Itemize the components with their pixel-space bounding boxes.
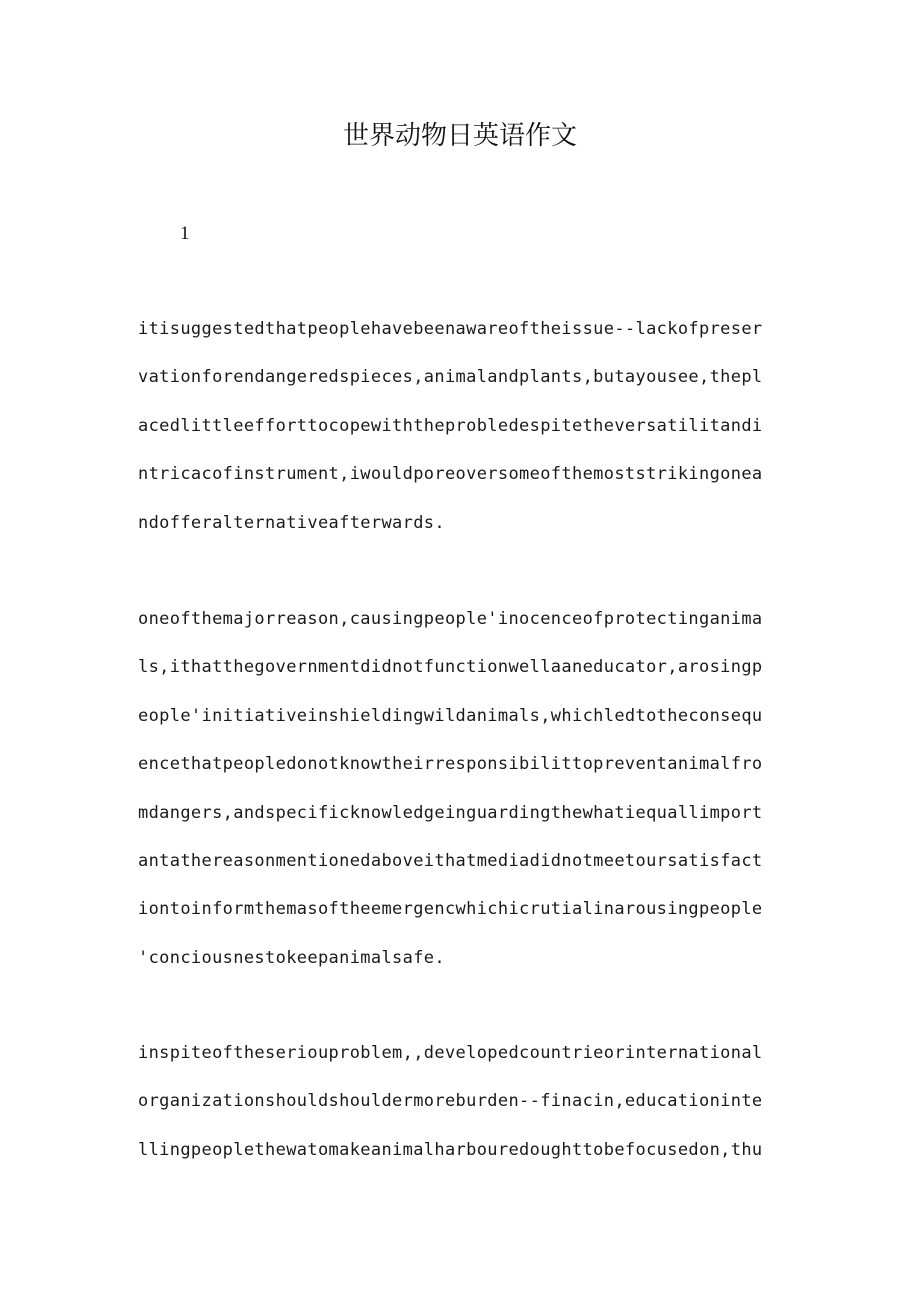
paragraph-line: llingpeoplethewatomakeanimalharbouredoughttobefocusedon,thu — [138, 1139, 763, 1160]
document-title: 世界动物日英语作文 — [342, 121, 577, 151]
paragraph-line: eople'initiativeinshieldingwildanimals,whichledtotheconsequ — [138, 705, 763, 726]
paragraph-2 — [138, 595, 780, 982]
section-number: 1 — [180, 223, 190, 244]
paragraph-line: 'conciousnestokeepanimalsafe. — [138, 947, 445, 968]
paragraph-line: inspiteoftheseriouproblem,,developedcountrieorinternational — [138, 1043, 763, 1063]
paragraph-line: organizationshouldshouldermoreburden--finacin,educationinte — [138, 1091, 763, 1112]
paragraph-line: ntricacofinstrument,iwouldporeoversomeofthemoststrikingonea — [138, 464, 763, 485]
paragraph-line: vationforendangeredspieces,animalandplants,butayousee,thepl — [138, 367, 763, 388]
paragraph-line: iontoinformthemasoftheemergencwhichicrutialinarousingpeople — [138, 899, 763, 920]
paragraph-line: ls,ithatthegovernmentdidnotfunctionwellaaneducator,arosingp — [138, 657, 763, 678]
paragraph-line: ndofferalternativeafterwards. — [138, 512, 445, 533]
paragraph-line: antathereasonmentionedaboveithatmediadidnotmeetoursatisfact — [138, 850, 763, 871]
paragraph-line: encethatpeopledonotknowtheirresponsibilittopreventanimalfro — [138, 754, 763, 775]
paragraph-3 — [138, 1029, 780, 1174]
paragraph-line: acedlittleefforttocopewiththeprobledespitetheversatilitandi — [138, 415, 763, 436]
paragraph-line: oneofthemajorreason,causingpeople'inocenceofprotectinganima — [138, 609, 763, 629]
paragraph-line: mdangers,andspecificknowledgeinguardingthewhatiequallimport — [138, 802, 763, 823]
paragraph-line: itisuggestedthatpeoplehavebeenawareoftheissue--lackofpreser — [138, 319, 763, 339]
paragraph-1 — [138, 305, 780, 547]
